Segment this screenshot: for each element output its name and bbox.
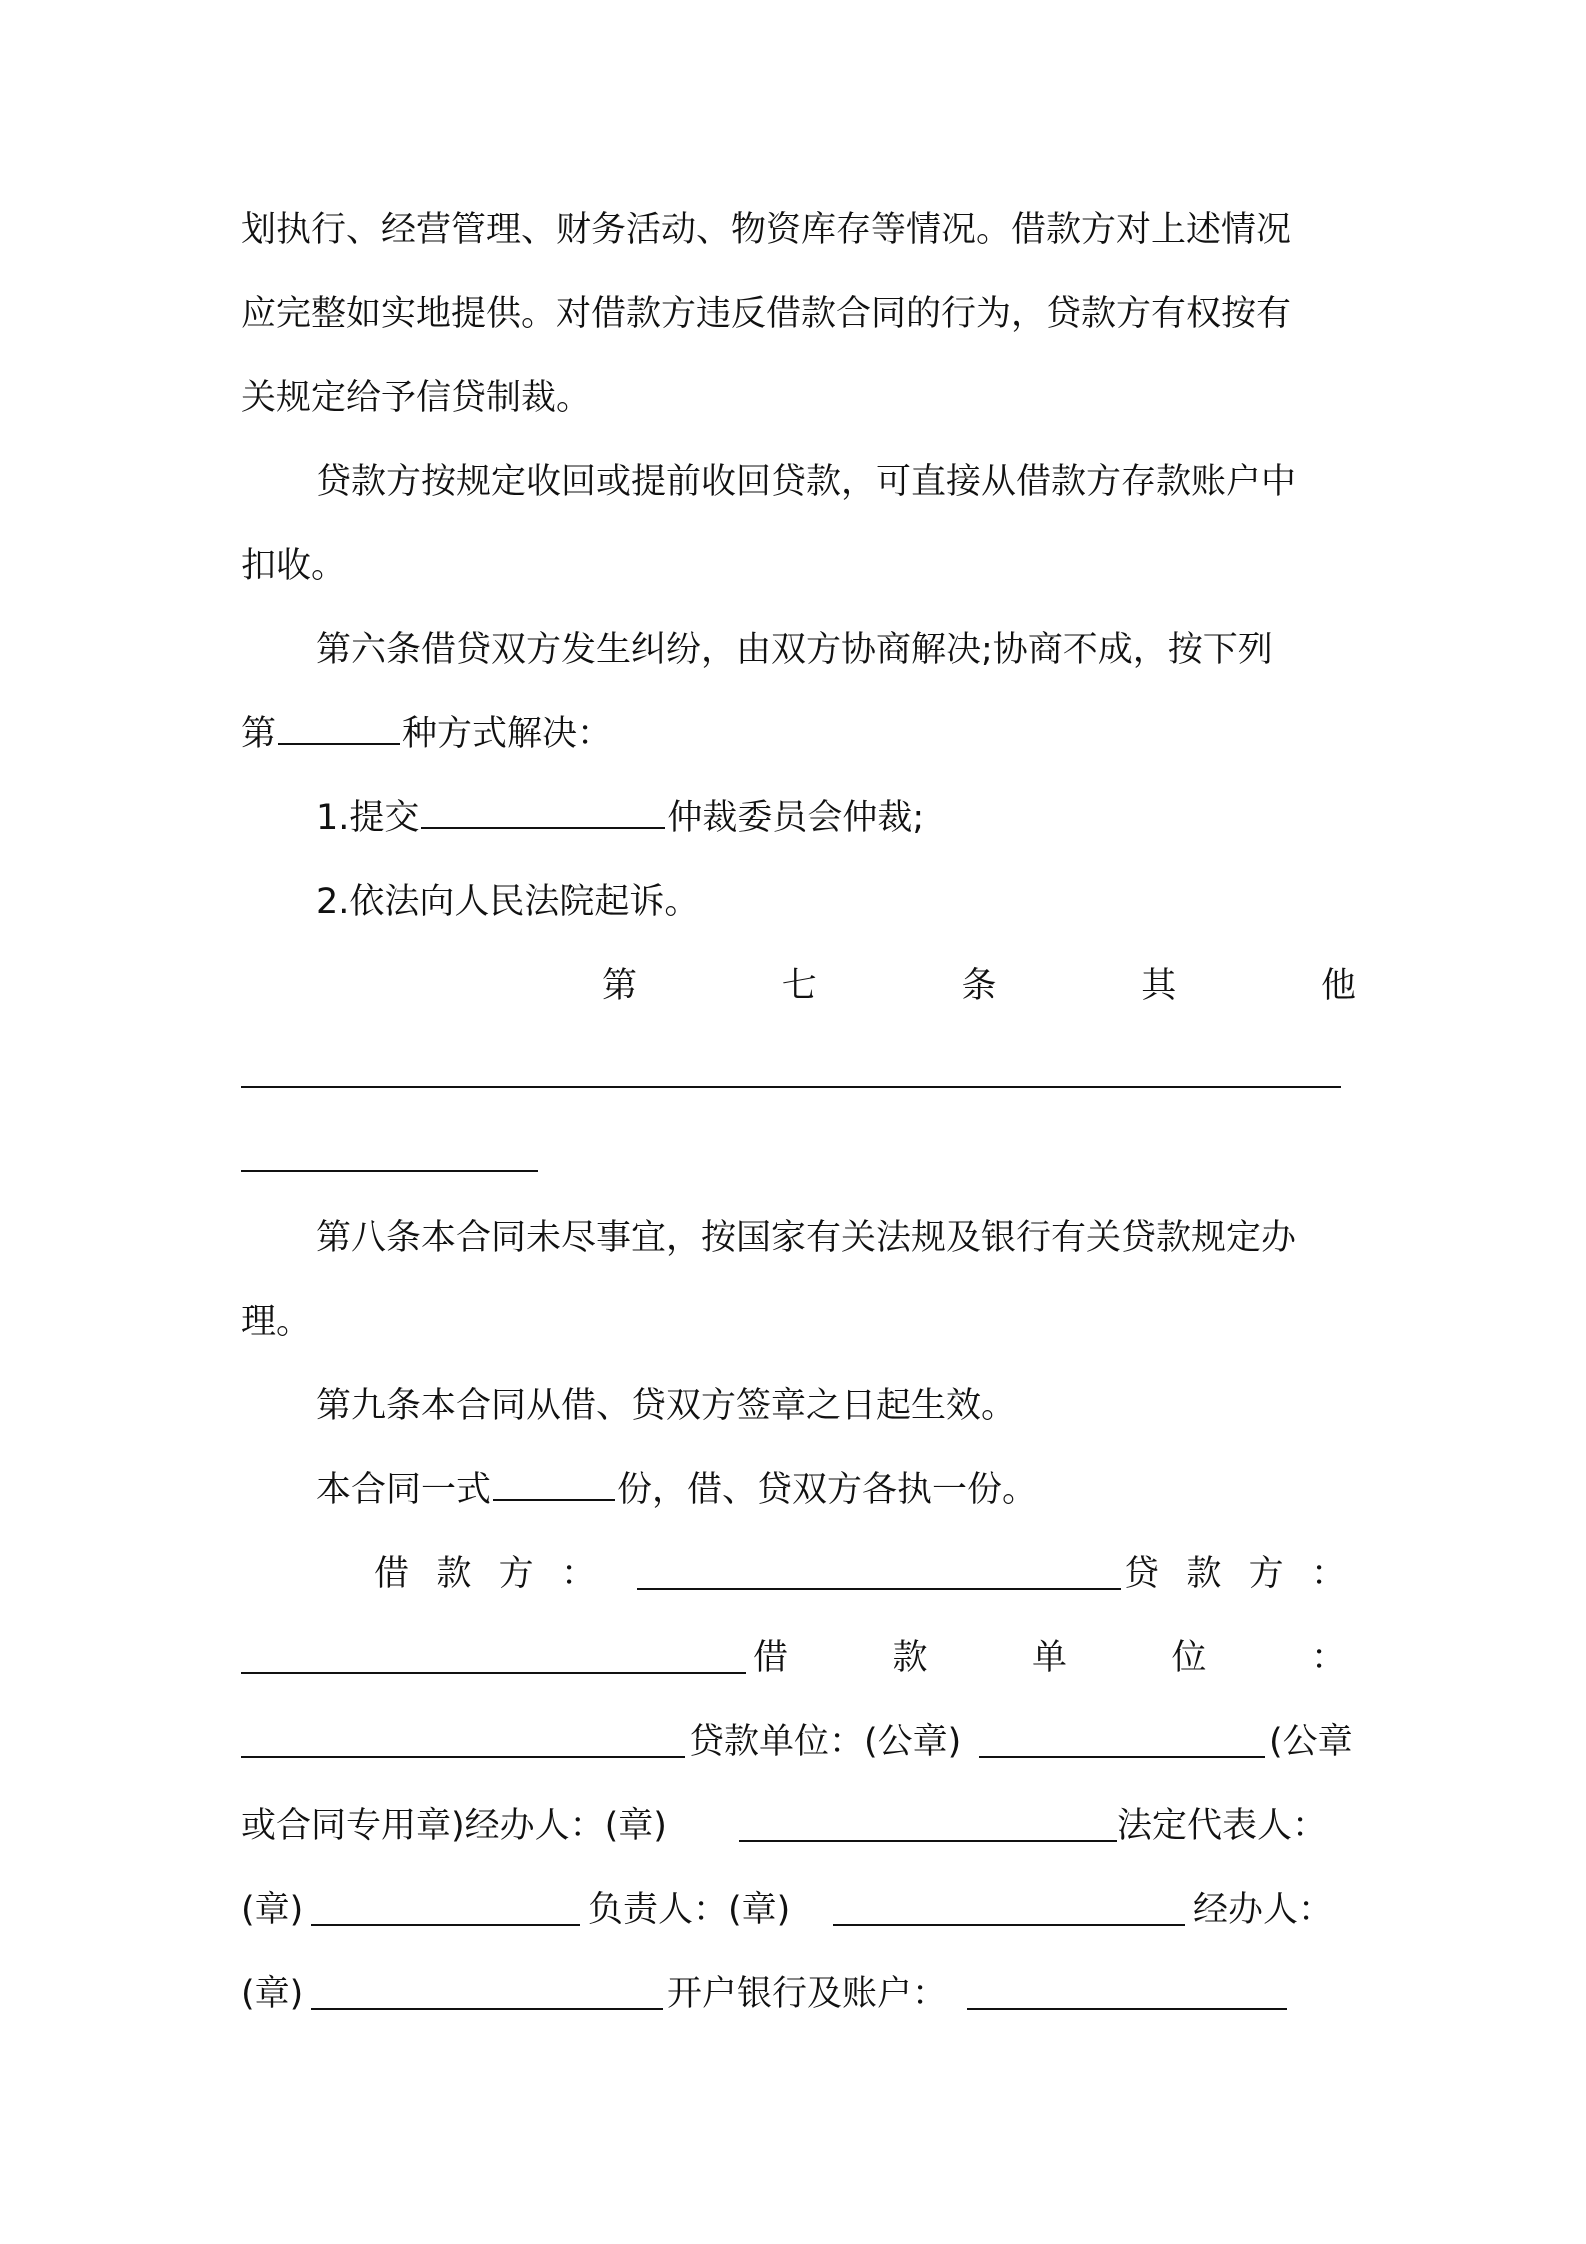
copies-prefix: 本合同一式 (316, 1470, 492, 1510)
article-8-line: 第八条本合同未尽事宜，按国家有关法规及银行有关贷款规定办 (316, 1218, 1297, 1258)
borrower-unit-char: 单 (1031, 1638, 1067, 1678)
article-7-blank-line[interactable] (241, 1086, 1341, 1088)
borrower-label (374, 1552, 596, 1596)
bank-account-label: 开户银行及账户： (667, 1974, 948, 2014)
borrower-label-char: ： (560, 1554, 596, 1594)
legal-representative-blank[interactable] (311, 1924, 580, 1926)
article-7-blank-line[interactable] (241, 1170, 538, 1172)
borrower-unit-blank[interactable] (241, 1756, 685, 1758)
borrower-label-char: 借 (374, 1554, 410, 1594)
paragraph-line: 扣收。 (241, 546, 347, 586)
copies-count-blank[interactable] (493, 1469, 615, 1501)
article-9-line: 第九条本合同从借、贷双方签章之日起生效。 (316, 1386, 1017, 1426)
article-7-char: 其 (1141, 966, 1177, 1006)
responsible-person-blank[interactable] (833, 1924, 1185, 1926)
paragraph-line: 应完整如实地提供。对借款方违反借款合同的行为，贷款方有权按有 (241, 294, 1292, 334)
legal-representative-label: 法定代表人： (1117, 1806, 1328, 1846)
lender-label (1124, 1552, 1346, 1596)
article-6-method-line (241, 712, 1356, 756)
copies-line (316, 1468, 1356, 1512)
paragraph-line: 划执行、经营管理、财务活动、物资库存等情况。借款方对上述情况 (241, 210, 1292, 250)
handler-seal-blank[interactable] (311, 2008, 663, 2010)
handler-signature-blank[interactable] (739, 1840, 1117, 1842)
article-8-line: 理。 (241, 1302, 312, 1342)
article-7-char: 七 (781, 966, 817, 1006)
borrower-unit-char: 借 (753, 1638, 789, 1678)
method-number-blank[interactable] (278, 713, 400, 745)
article-6-prefix: 第 (241, 714, 277, 754)
seal-label: (公章 (1269, 1722, 1353, 1762)
arbitration-commission-blank[interactable] (421, 797, 665, 829)
seal-label: (章) (241, 1890, 304, 1930)
option-1-line (316, 796, 1356, 840)
lender-label-char: ： (1310, 1554, 1346, 1594)
bank-account-blank[interactable] (967, 2008, 1287, 2010)
article-7-char: 条 (961, 966, 997, 1006)
borrower-unit-char: 位 (1171, 1638, 1207, 1678)
lender-signature-blank[interactable] (241, 1672, 746, 1674)
article-6-suffix: 种方式解决： (402, 714, 613, 754)
article-7-heading (602, 964, 1356, 1008)
paragraph-line: 贷款方按规定收回或提前收回贷款，可直接从借款方存款账户中 (316, 462, 1297, 502)
lender-unit-label: 贷款单位：(公章) (689, 1722, 962, 1762)
option-1-prefix: 1.提交 (316, 798, 420, 838)
article-7-char: 第 (602, 966, 638, 1006)
copies-suffix: 份，借、贷双方各执一份。 (617, 1470, 1038, 1510)
borrower-label-char: 款 (436, 1554, 472, 1594)
borrower-unit-label (753, 1636, 1346, 1680)
option-2-line: 2.依法向人民法院起诉。 (316, 882, 700, 922)
lender-unit-seal-blank[interactable] (979, 1756, 1265, 1758)
borrower-signature-blank[interactable] (637, 1588, 1121, 1590)
option-1-suffix: 仲裁委员会仲裁; (667, 798, 925, 838)
borrower-unit-char: 款 (892, 1638, 928, 1678)
lender-label-char: 贷 (1124, 1554, 1160, 1594)
seal-label: (章) (241, 1974, 304, 2014)
contract-seal-handler-label: 或合同专用章)经办人：(章) (241, 1806, 667, 1846)
responsible-person-label: 负责人：(章) (588, 1890, 791, 1930)
paragraph-line: 关规定给予信贷制裁。 (241, 378, 592, 418)
handler-label: 经办人： (1193, 1890, 1334, 1930)
article-6-line: 第六条借贷双方发生纠纷，由双方协商解决;协商不成，按下列 (316, 630, 1273, 670)
lender-label-char: 款 (1186, 1554, 1222, 1594)
article-7-char: 他 (1320, 966, 1356, 1006)
lender-label-char: 方 (1248, 1554, 1284, 1594)
borrower-label-char: 方 (498, 1554, 534, 1594)
borrower-unit-char: ： (1310, 1638, 1346, 1678)
